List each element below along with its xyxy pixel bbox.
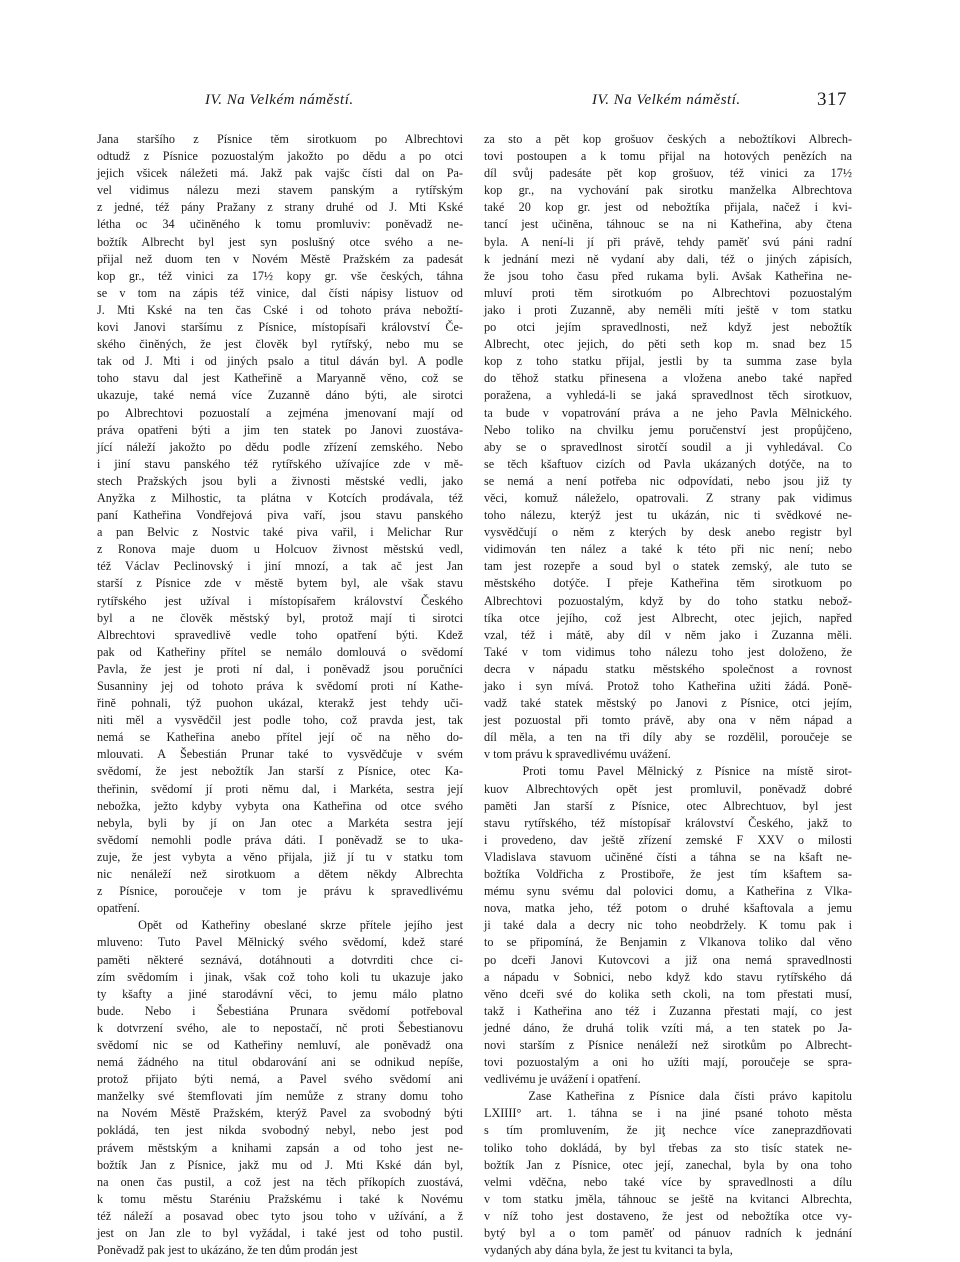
text-line: Proti tomu Pavel Mělnický z Písnice na místě sirot- [484,764,852,779]
text-line: do těhož statku přinesena a vložena anebo také napřed [484,371,852,386]
text-line: niti měl a vysvědčil jest podle toho, což pravda jest, tak [97,713,463,728]
text-line: nemá žádného na titul obdarování ani se odnikud nepíše, [97,1055,463,1070]
text-line: ského činěných, že jest člověk byl rytířský, nebo mu se [97,337,463,352]
text-line: tovi postoupen a k tomu přijal na hotových penězích na [484,149,852,164]
text-line: zím svědomím i jinak, však což toho koli tu ukazuje jako [97,969,463,984]
text-line: Jana staršího z Písnice těm sirotkuom po Albrechtovi [97,132,463,146]
text-line: též Václav Peclinovský i jiní mnozí, a tak ač jest Jan [97,559,463,574]
text-line: rytířského jest užíval i místopísařem království Českého [97,593,463,608]
text-line: z Ronova maje duom u Holcuov živnost městskú vedl, [97,542,463,557]
text-line: ukazuje, také nemá více Zuzanně dáno býti, ale sirotci [97,388,463,403]
text-line: kop z toho statku přijal, jestli by ta summa zase byla [484,354,852,369]
text-line: k jednání mezi ně vydaní aby dali, též o jiných zápisích, [484,251,852,266]
text-line: bytý byl a o tom paměť od pánuov radních k jednání [484,1226,852,1240]
text-line: pokládá, ten jest nikda svobodný nebyl, nebo jest pod [97,1123,463,1138]
text-line: byla. A není-li jí při právě, tehdy paměť svú páni radní [484,234,852,249]
text-line: takž i Katheřina ano též i Zuzanna přestati mají, co jest [484,1003,852,1018]
text-line: jedné dáno, že druhá tolik vzíti má, a ten statek po Ja- [484,1020,852,1035]
text-line: LXIIII° art. 1. táhna se i na jiné psané tohoto města [484,1106,852,1121]
text-line: paní Katheřina Vondřejová piva vaří, jsou stavu panského [97,508,463,523]
text-line: decra v nápadu statku městského společnost a rovnost [484,661,852,676]
text-line: vel vidimus nálezu mezi stavem panským a rytířským [97,183,463,198]
text-line: Zase Katheřina z Písnice dala čísti právo kapitolu [484,1089,852,1104]
text-line: díl měla, a ten na tři díly aby se rozdělil, poroučeje se [484,730,852,745]
text-line: mluveno: Tuto Pavel Mělnický svého svědomí, kdež staré [97,935,463,950]
text-line: a nápadu v Sobnici, nebo když kdo stavu rytířského dá [484,969,852,984]
text-line: nemá se Katheřina anebo přítel její oč na něho do- [97,730,463,745]
text-line: právem městským a knihami zapsán a od toho jest ne- [97,1140,463,1155]
text-line: božtík Jan z Písnice, otec její, zanechal, byla by ona toho [484,1157,852,1172]
text-line: tancí jest učiněna, táhnouc se na ni Katheřina, aby čtena [484,217,852,232]
text-line: toho nálezu, kterýž jest tu ukázán, nic ti svědkové ne- [484,508,852,523]
text-line: vydaných aby dána byla, že jest tu kvitanci ta byla, [484,1243,733,1258]
text-line: odtudž z Písnice pozuostalým jakožto po dědu a po otci [97,149,463,164]
text-line: tovi pozuostalým a oni ho užíti mají, poroučeje se spra- [484,1055,852,1070]
text-line: po dceři Janovi Kutovcovi a již ona nemá spravedlnosti [484,952,852,967]
left-text-column [97,131,463,1258]
text-line: toliko toho dokládá, by byl třebas za sto tisíc statek ne- [484,1140,852,1155]
text-line: thеřinin, svědomí jí proti němu dal, i Markéta, sestra její [97,781,463,796]
text-line: k tomu městu Staréniu Pražskému i také k Novému [97,1191,463,1206]
text-line: stech Pražských jsou byli a živnosti městské vedli, jako [97,473,463,488]
text-line: v tom právu k spravedlivému uvážení. [484,747,671,762]
text-line: Vladislava stavuom učiněné čísti a táhna se na kšaft ne- [484,849,852,864]
text-line: práva opatřeni býti a jim ten statek po Janovi zuostáva- [97,422,463,437]
text-line: Opět od Katheřiny obeslané skrze přítele jejího jest [97,918,463,933]
text-line: v níž toho jest dostaveno, že jest od nebožtíka otce vy- [484,1208,852,1223]
text-line: Nebo toliko na chvilku jemu poručenství jest propůjčeno, [484,422,852,437]
right-text-column [484,131,852,1258]
text-line: po otci jejím spravedlnosti, než když jest nebožtík [484,320,852,335]
text-line: jící náleží jakožto po dědu podle zřízení zemského. Nebo [97,439,463,454]
text-line: nova, matka jeho, též potom o druhé kšaftovala a jemu [484,901,852,916]
text-line: vadž také statek městský po Janovi z Písnice, otci jejím, [484,696,852,711]
text-line: po Albrechtovi pozuostalí a zejména jmenovaní mají od [97,405,463,420]
text-line: Pavla, že jest je proti ní dal, i poněvadž jsou poručníci [97,661,463,676]
text-line: protož přijato býti nemá, a Pavel svého svědomí ani [97,1072,463,1087]
text-line: vedlivému je uvážení i opatření. [484,1072,641,1087]
text-line: mlouvati. A Šebestián Prunar také to vysvědčuje v svém [97,747,463,762]
text-line: poražena, a vyhledá-li se jaká spravedlnost těch sirotkuov, [484,388,852,403]
text-line: bude. Nebo i Šebestiána Prunara svědomí potřeboval [97,1003,463,1018]
text-line: to se připomíná, že Benjamin z Vlkanova toliko dal věno [484,935,852,950]
text-line: opatření. [97,901,140,916]
text-line: ta bude v vopatrování práva a ne jeho Pavla Mělnického. [484,405,852,420]
text-line: s tím promluvením, že jiţ nechce více zaneprazdňovati [484,1123,852,1138]
text-line: jejich všicek náležeti má. Jakž pak vajšc čísti dal on Pa- [97,166,463,181]
page-number: 317 [817,89,847,110]
text-line: se těch kšaftuov cizích od Pavla ukázaných dotýče, na to [484,456,852,471]
text-line: starší z Písnice zde v městě bytem byl, ale však stavu [97,576,463,591]
text-line: jest pozuostal při tomto právě, aby ona v něm nápad a [484,713,852,728]
text-line: Albrechtovi pozuostalým, když by do toho statku nebož- [484,593,852,608]
text-line: kop gr., na vychování pak sirotku manželka Albrechtova [484,183,852,198]
text-line: městského dotýče. I přeje Katheřina těm sirotkuom po [484,576,852,591]
text-line: kop gr., též vinici za 17½ kopy gr. vše českých, táhna [97,268,463,283]
text-line: řině pohnali, týž puohon ukázal, kterakž jest tehdy uči- [97,696,463,711]
text-line: se v tom na zápis též vinice, dal čísti nápisy listuov od [97,285,463,300]
text-line: pak od Katheřiny přítel se nemálo domlouvá o svědomí [97,644,463,659]
text-line: věci, komuž náleželo, opatrovali. Z strany pak vidimus [484,490,852,505]
text-line: se nemá a není potřeba nic odpovídati, nebo jsou již ty [484,473,852,488]
text-line: božtík Jan z Písnice, jakž mu od J. Mti Kské dán byl, [97,1157,463,1172]
text-line: ji také dala a decry nic toho neobdržely. K tomu pak i [484,918,852,933]
text-line: svědomí nemohli podle práva dáti. I poněvadž se to uka- [97,832,463,847]
text-line: tíka otce jejího, což jest Albrecht, otec jejich, napřed [484,610,852,625]
text-line: mému synu svému dal polovici domu, a Katheřina z Vlka- [484,884,852,899]
text-line: Albrechtovi spravedlivě vedle toho opatření býti. Kdež [97,627,463,642]
text-line: a pan Belvic z Nostvic také piva vařil, i Melichar Rur [97,525,463,540]
text-line: na Novém Městě Pražském, kterýž Pavel za svobodný býti [97,1106,463,1121]
text-line: v tom statku jměla, táhnouc se ještě na kvitanci Albrechta, [484,1191,852,1206]
text-line: z Písnice, poroučeje v tom je právu k spravedlivému [97,884,463,899]
text-line: Také v tom vidimus toho nálezu toho jest doloženo, že [484,644,852,659]
text-line: nic nenáleží než sirotkuom a dětem někdy Albrechta [97,867,463,882]
text-line: mluví proti těm sirotkuóm po Albrechtovi pozuostalým [484,285,852,300]
text-line: jako i proti Zuzanně, aby neměli míti ještě v tom statku [484,302,852,317]
text-line: i provedeno, dav ještě zřízení zemské F XXV o milosti [484,832,852,847]
text-line: vidimován ten nález a také k této při nic není; nebo [484,542,852,557]
text-line: nebožka, ježto kdyby vybyta ona Katheřina od otce svého [97,798,463,813]
text-line: božtík Albrecht byl jest syn poslušný otce svého a ne- [97,234,463,249]
text-line: z jedné, též pány Pražany z strany druhé od J. Mti Kské [97,200,463,215]
running-title-right: IV. Na Velkém náměstí. [592,92,741,108]
text-line: také 20 kop gr. jest od nebožtíka přijala, načež i kvi- [484,200,852,215]
text-line: kuov Albrechtových opět jest promluvil, poněvadž dobré [484,781,852,796]
text-line: též náleží a posavad obec tyto jsou toho v užívání, a ž [97,1208,463,1223]
text-line: i jiní stavu panského též rytířského užívajíce zde v mě- [97,456,463,471]
text-line: díl svůj padesáte pět kop grošuov, též vinici za 17½ [484,166,852,181]
text-line: tak od J. Mti i od jiných psalo a titul dáván byl. A podle [97,354,463,369]
text-line: za sto a pět kop grošuov českých a nebožtíkovi Albrech- [484,132,852,146]
text-line: přijal než duom ten v Novém Městě Pražském za padesát [97,251,463,266]
text-line: věno dceři své do kolika seth ckoli, na tom přestati musí, [484,986,852,1001]
running-title-left: IV. Na Velkém náměstí. [205,92,354,108]
text-line: Albrecht, otec jejich, do pěti seth kop m. snad bez 15 [484,337,852,352]
text-line: vzal, též i mátě, aby díl v něm jako i Zuzanna měli. [484,627,852,642]
text-line: velmi vděčna, nebo také více by spravedlnosti a dílu [484,1174,852,1189]
text-line: létha oc 34 učiněného k tomu promluviv: poněvadž ne- [97,217,463,232]
text-line: na onen čas pustil, a což jest na těch příkopích zuostává, [97,1174,463,1189]
text-line: aby se o spravedlnost sirotčí soudil a ji vyhledával. Co [484,439,852,454]
text-line: ty kšafty a jiné starodávní věci, to jemu málo platno [97,986,463,1001]
text-line: kovi Janovi staršímu z Písnice, místopísaři království Če- [97,320,463,335]
text-line: nebyla, byli by jí on Jan otec a Markéta sestra její [97,815,463,830]
text-line: toho stavu dal jest Katheřině a Maryanně věno, což se [97,371,463,386]
text-line: zuje, že jest vybyta a věno přijala, již jí tu v statku tom [97,849,463,864]
text-line: jest on Jan zle to byl vyžádal, i také jest od toho pustil. [97,1226,463,1240]
text-line: Poněvadž pak jest to ukázáno, že ten dům prodán jest [97,1243,358,1258]
text-line: manželky své štemflovati jím nemůže z strany domu toho [97,1089,463,1104]
text-line: J. Mti Kské na ten čas Cské i od tohoto práva nebožtí- [97,302,463,317]
text-line: že jsou toho času před rukama byli. Avšak Katheřina ne- [484,268,852,283]
text-line: k dotvrzení svého, ale to nepostačí, nč proti Šebestianovu [97,1020,463,1035]
text-line: svědomí, že jest nebožtík Jan starší z Písnice, otec Ka- [97,764,463,779]
text-line: Susanniny jej od tohoto práva k svědomí proti ní Kathe- [97,679,463,693]
text-line: Anyžka z Milhostic, ta plátna v Kotcích prodávala, též [97,490,463,505]
text-line: vysvědčují o něm z kterých by desk anebo registr byl [484,525,852,540]
text-line: novi starším z Písnice nenáleží než sirotkům po Albrecht- [484,1037,852,1052]
text-line: stavu rytířského, též místopísař království Českého, jakž to [484,815,852,830]
text-line: paměti některé seznává, dotáhnouti a dotvrditi chce ci- [97,952,463,967]
text-line: byl a ne člověk městský byl, protož mají ti sirotci [97,610,463,625]
text-line: jako i syn mívá. Protož toho Katheřina užiti žádá. Poně- [484,679,852,693]
text-line: božtíka Voldřicha z Prostiboře, že jest tím kšaftem sa- [484,867,852,882]
text-line: svědomí nic se od Katheřiny nemluví, ale poněvadž ona [97,1037,463,1052]
text-line: paměti Jan starší z Písnice, otec Albrechtuov, byl jest [484,798,852,813]
text-line: tam jest rozepře a soud byl o statek zemský, ale tuto se [484,559,852,574]
